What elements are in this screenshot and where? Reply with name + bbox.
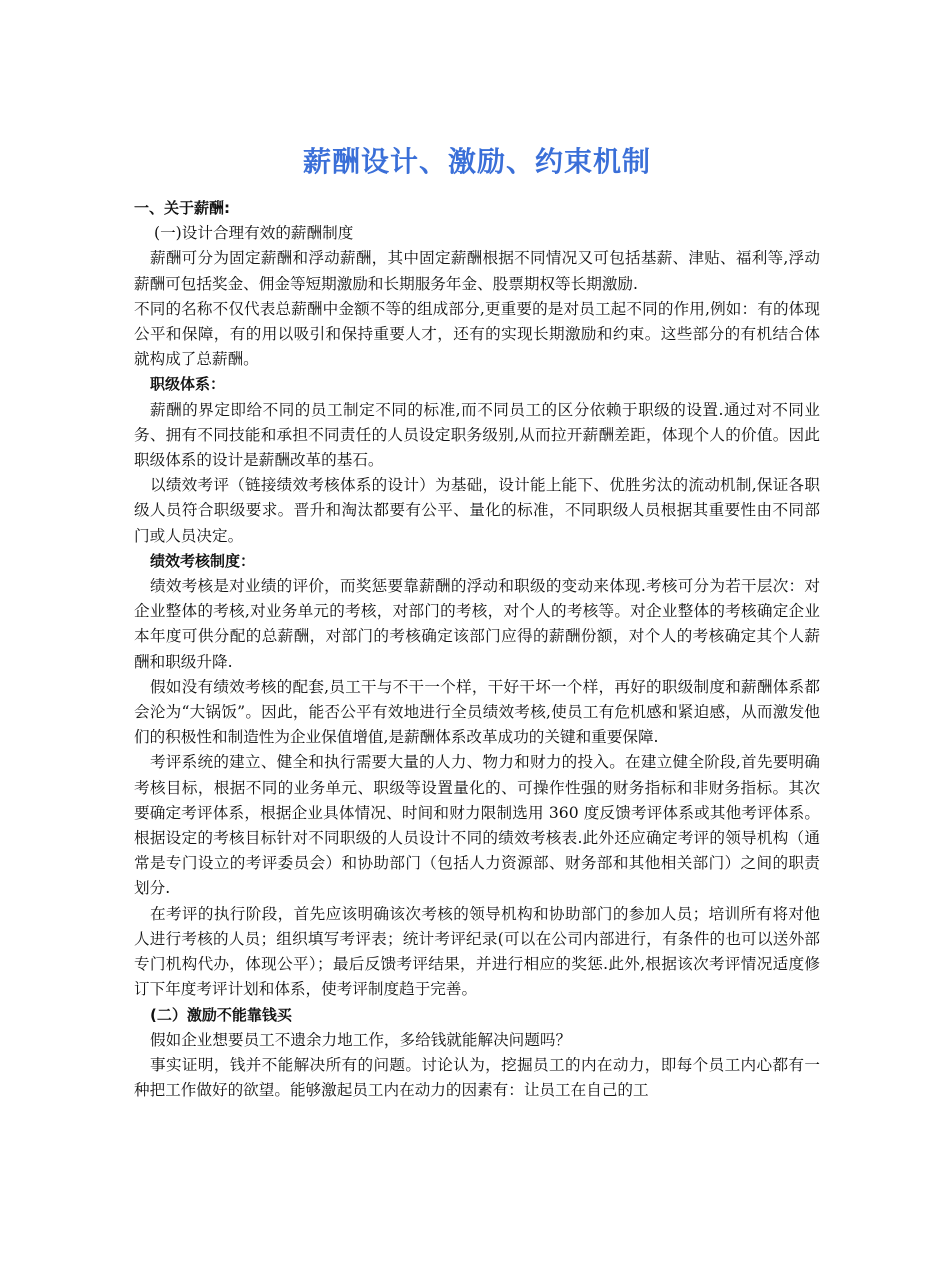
paragraph-incentive-question: 假如企业想要员工不遗余力地工作，多给钱就能解决问题吗？ (150, 1030, 572, 1049)
section-heading-salary: 一、关于薪酬: (134, 199, 230, 217)
document-page (134, 130, 820, 1103)
paragraph-rank-system: 薪酬的界定即给不同的员工制定不同的标准,而不同员工的区分依赖于职级的设置.通过对不同业务、拥有不同技能和承担不同责任的人员设定职务级别,从而拉开薪酬差距，体现个人的价值。因此职级体系的设计是薪酬改革的基石。 (134, 400, 820, 470)
paragraph-salary-components: 不同的名称不仅代表总薪酬中金额不等的组成部分,更重要的是对员工起不同的作用,例如：有的体现公平和保障，有的用以吸引和保持重要人才，还有的实现长期激励和约束。这些部分的有机结合体就构成了总薪酬。 (134, 299, 820, 369)
subsection-heading-incentive: (二）激励不能靠钱买 (150, 1005, 292, 1024)
paragraph-evaluation-setup: 考评系统的建立、健全和执行需要大量的人力、物力和财力的投入。在建立健全阶段,首先要明确考核目标，根据不同的业务单元、职级等设置量化的、可操作性强的财务指标和非财务指标。其次要确定考评体系，根据企业具体情况、时间和财力限制选用 360 度反馈考评体系或其他考评体系。根据设定的考核目标针对不同职级的人员设计不同的绩效考核表.此外还应确定考评的领导机构（通常是专门设立的考评委员会）和协助部门（包括人力资源部、财务部和其他相关部门）之间的职责划分. (134, 753, 820, 898)
paragraph-performance-importance: 假如没有绩效考核的配套,员工干与不干一个样，干好干坏一个样，再好的职级制度和薪酬体系都会沦为“大锅饭”。因此，能否公平有效地进行全员绩效考核,使员工有危机感和紧迫感，从而激发他们的积极性和制造性为企业保值增值,是薪酬体系改革成功的关键和重要保障. (134, 677, 820, 747)
paragraph-performance-levels: 绩效考核是对业绩的评价，而奖惩要靠薪酬的浮动和职级的变动来体现.考核可分为若干层次：对企业整体的考核,对业务单元的考核，对部门的考核，对个人的考核等。对企业整体的考核确定企业本年度可供分配的总薪酬，对部门的考核确定该部门应得的薪酬份额，对个人的考核确定其个人薪酬和职级升降. (134, 577, 820, 671)
subsection-heading-salary-system: (一)设计合理有效的薪酬制度 (154, 224, 354, 243)
paragraph-evaluation-execution: 在考评的执行阶段，首先应该明确该次考核的领导机构和协助部门的参加人员；培训所有将对他人进行考核的人员；组织填写考评表；统计考评纪录(可以在公司内部进行，有条件的也可以送外部专门机构代办，体现公平）；最后反馈考评结果，并进行相应的奖惩.此外,根据该次考评情况适度修订下年度考评计划和体系，使考评制度趋于完善。 (134, 904, 820, 999)
heading-performance-system: 绩效考核制度： (150, 551, 256, 570)
paragraph-salary-types: 薪酬可分为固定薪酬和浮动薪酬，其中固定薪酬根据不同情况又可包括基薪、津贴、福利等,浮动薪酬可包括奖金、佣金等短期激励和长期服务年金、股票期权等长期激励. (134, 249, 820, 293)
heading-rank-system: 职级体系： (150, 375, 226, 394)
paragraph-rank-mobility: 以绩效考评（链接绩效考核体系的设计）为基础，设计能上能下、优胜劣汰的流动机制,保证各职级人员符合职级要求。晋升和淘汰都要有公平、量化的标准，不同职级人员根据其重要性由不同部门或人员决定。 (134, 476, 820, 545)
paragraph-incentive-answer: 事实证明，钱并不能解决所有的问题。讨论认为，挖掘员工的内在动力，即每个员工内心都有一种把工作做好的欲望。能够激起员工内在动力的因素有：让员工在自己的工 (134, 1055, 820, 1100)
document-title: 薪酬设计、激励、约束机制 (302, 145, 651, 178)
